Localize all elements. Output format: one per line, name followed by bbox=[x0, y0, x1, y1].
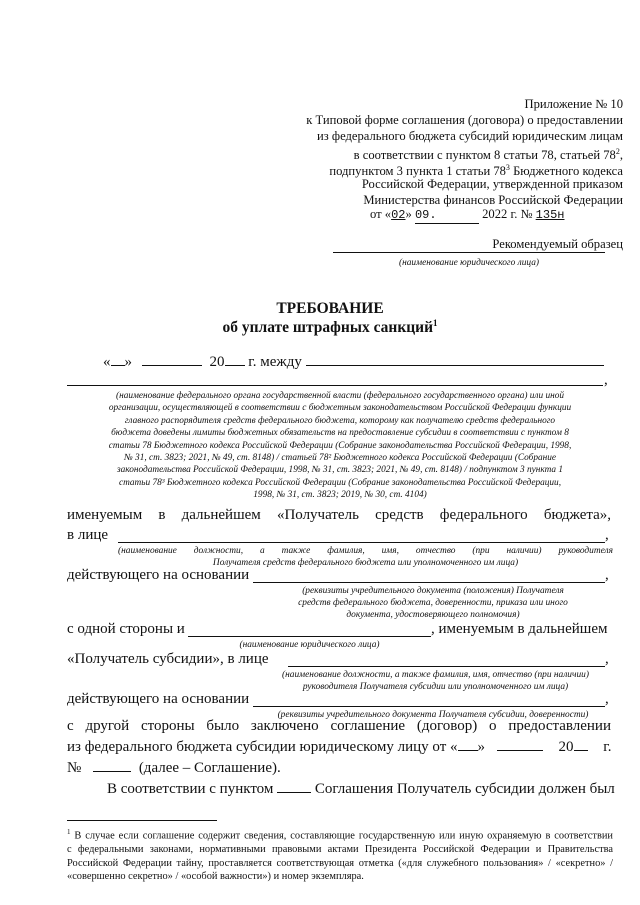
recommended-sample: Рекомендуемый образец bbox=[492, 237, 623, 251]
day-blank bbox=[111, 365, 125, 366]
header-line-4-text: подпунктом 3 пункта 1 статьи 78 bbox=[329, 164, 506, 179]
hereinafter-text: (далее – Соглашение). bbox=[138, 760, 281, 776]
in-person-label: в лице bbox=[67, 527, 109, 543]
year-g: г. bbox=[603, 739, 612, 755]
clause-blank bbox=[277, 792, 311, 793]
acting-basis2-line bbox=[253, 706, 605, 707]
recipient-caption bbox=[258, 669, 613, 693]
according-line bbox=[67, 780, 615, 798]
authority-caption-line: № 31, ст. 3823; 2021, № 49, ст. 8148) / статьей 78² Бюджетного кодекса Российской Федерации (Собрание bbox=[123, 453, 557, 464]
order-year: 2022 г. № bbox=[482, 207, 533, 221]
agreement-day-blank bbox=[458, 750, 478, 751]
order-number: 135н bbox=[535, 208, 565, 222]
order-date-prefix: от « bbox=[370, 207, 392, 221]
from-budget-close: » bbox=[477, 739, 486, 755]
person-caption-line-2: Получателя средств федерального бюджета или уполномоченного им лица) bbox=[212, 558, 519, 568]
footnote-line-3: Российской Федерации тайну, проставляется соответствующая отметка («для служебного пользования» / «секретно» / bbox=[67, 857, 613, 869]
recipient-caption-line: руководителя Получателя субсидии или уполномоченного им лица) bbox=[302, 682, 569, 692]
acting-basis-comma: , bbox=[605, 567, 609, 583]
footnote-line-1 bbox=[67, 826, 613, 843]
according-end: Соглашения Получатель субсидии должен был bbox=[314, 781, 615, 797]
authority-caption bbox=[67, 390, 613, 502]
year-blank bbox=[225, 365, 245, 366]
footnote bbox=[67, 826, 613, 884]
header-line-1: к Типовой форме соглашения (договора) о предоставлении bbox=[306, 113, 623, 127]
acting-basis-label: действующего на основании bbox=[67, 567, 250, 583]
recipient-person-comma: , bbox=[605, 651, 609, 667]
footnote-line-2: с федеральными законами, нормативными правовыми актами Президента Российской Федерации и Правительства bbox=[67, 844, 613, 856]
header-line-2: из федерального бюджета субсидий юридическим лицам bbox=[317, 129, 623, 143]
header-comma: , bbox=[619, 148, 623, 163]
appendix-number: Приложение № 10 bbox=[524, 97, 623, 111]
subtitle-text: об уплате штрафных санкций bbox=[222, 319, 434, 337]
recipient-person-line bbox=[288, 666, 605, 667]
acting-basis2-comma: , bbox=[605, 691, 609, 707]
authority-comma: , bbox=[604, 372, 608, 388]
authority-caption-line: бюджета доведены лимиты бюджетных обязательств на предоставление субсидии в соответствии с пунктом 8 bbox=[111, 428, 569, 439]
order-date-sep: » bbox=[405, 207, 412, 221]
from-budget-line bbox=[67, 738, 611, 756]
subtitle-footnote-mark: 1 bbox=[433, 318, 438, 328]
recipient-caption-line: (наименование должности, а также фамилия, имя, отчество (при наличии) bbox=[282, 670, 589, 680]
agreement-month-blank bbox=[497, 750, 543, 751]
footnote-line-4: «совершенно секретно» / «особой важности») и номер экземпляра. bbox=[67, 871, 364, 883]
header-sup-2: 2 bbox=[615, 147, 620, 156]
person-caption-line-1: (наименование должности, а также фамилия, имя, отчество (при наличии) руководителя bbox=[118, 546, 613, 556]
legal-entity-caption: (наименование юридического лица) bbox=[398, 258, 540, 268]
authority-caption-line: законодательства Российской Федерации, 1998, № 31, ст. 3823; 2021, № 49, ст. 8148) / подпунктом 3 пункта 1 bbox=[116, 465, 564, 476]
authority-caption-line: организации, осуществляющей в соответствии с бюджетным законодательством Российской Федерации функции bbox=[108, 403, 572, 414]
from-budget-text: из федерального бюджета субсидии юридическому лицу от « bbox=[67, 739, 458, 755]
month-blank bbox=[142, 365, 202, 366]
authority-caption-line: (наименование федерального органа государственной власти (федерального государственного органа) или иной bbox=[115, 391, 565, 401]
agreement-year-blank bbox=[574, 750, 588, 751]
header-line-6: Министерства финансов Российской Федерации bbox=[363, 193, 623, 207]
date-close-quote: » bbox=[124, 354, 132, 370]
document-title: ТРЕБОВАНИЕ bbox=[276, 300, 384, 317]
acting-basis2-label: действующего на основании bbox=[67, 691, 250, 707]
authority-caption-line: статьи 78³ Бюджетного кодекса Российской Федерации (Собрание законодательства Российской Федерации, bbox=[118, 477, 562, 488]
order-month: 09. bbox=[415, 207, 479, 224]
authority-caption-line: статьи 78 Бюджетного кодекса Российской Федерации (Собрание законодательства Российской Федерации, 1998, bbox=[108, 440, 572, 451]
legal-entity-line bbox=[333, 252, 605, 253]
footnote-separator bbox=[67, 820, 217, 821]
basis-caption-line: документа, удостоверяющего полномочия) bbox=[346, 610, 520, 620]
number-sign: № bbox=[67, 760, 82, 776]
acting-basis-line bbox=[253, 582, 605, 583]
agreement-year-prefix: 20 bbox=[558, 739, 574, 755]
in-person-line bbox=[118, 542, 605, 543]
date-open-quote: « bbox=[103, 354, 111, 370]
according-text: В соответствии с пунктом bbox=[107, 781, 274, 797]
agreement-date-line bbox=[103, 353, 608, 371]
year-suffix: г. между bbox=[248, 354, 302, 370]
footnote-line-1-text: В случае если соглашение содержит сведения, составляющие государственную или иную охраняемую в соответствии bbox=[74, 830, 613, 842]
between-blank bbox=[306, 365, 604, 366]
other-side-line: с другой стороны было заключено соглашение (договор) о предоставлении bbox=[67, 718, 611, 734]
header-line-3-text: в соответствии с пунктом 8 статьи 78, статьей 78 bbox=[353, 148, 616, 163]
document-subtitle bbox=[120, 318, 540, 337]
basis-caption bbox=[253, 585, 613, 621]
named-after-label: , именуемым в дальнейшем bbox=[431, 621, 608, 637]
year-prefix: 20 bbox=[209, 354, 225, 370]
basis2-caption: (реквизиты учредительного документа Получателя субсидии, доверенности) bbox=[277, 710, 589, 720]
header-line-5: Российской Федерации, утвержденной приказом bbox=[361, 177, 623, 191]
entity-caption: (наименование юридического лица) bbox=[239, 640, 380, 650]
basis-caption-line: средств федерального бюджета, доверенности, приказа или иного bbox=[298, 598, 568, 608]
named-recipient-line: именуемым в дальнейшем «Получатель средств федерального бюджета», bbox=[67, 507, 611, 523]
authority-caption-line: главного распорядителя средств федерального бюджета, которому как получателю средств федерального bbox=[124, 415, 556, 426]
authority-caption-line: 1998, № 31, ст. 3823; 2019, № 30, ст. 4104) bbox=[253, 490, 427, 501]
order-date bbox=[370, 206, 630, 224]
authority-line bbox=[67, 385, 603, 386]
header-line-4-end: Бюджетного кодекса bbox=[513, 164, 623, 179]
in-person-comma: , bbox=[605, 527, 609, 543]
basis-caption-line: (реквизиты учредительного документа (положения) Получателя bbox=[302, 586, 564, 596]
footnote-mark: 1 bbox=[67, 828, 71, 836]
recipient-in-person-label: «Получатель субсидии», в лице bbox=[67, 651, 269, 667]
one-side-label: с одной стороны и bbox=[67, 621, 185, 637]
header-sup-3: 3 bbox=[505, 163, 510, 172]
order-day: 02 bbox=[391, 208, 406, 222]
agreement-number-line bbox=[67, 759, 281, 777]
other-party-line bbox=[188, 636, 431, 637]
agreement-number-blank bbox=[93, 771, 131, 772]
